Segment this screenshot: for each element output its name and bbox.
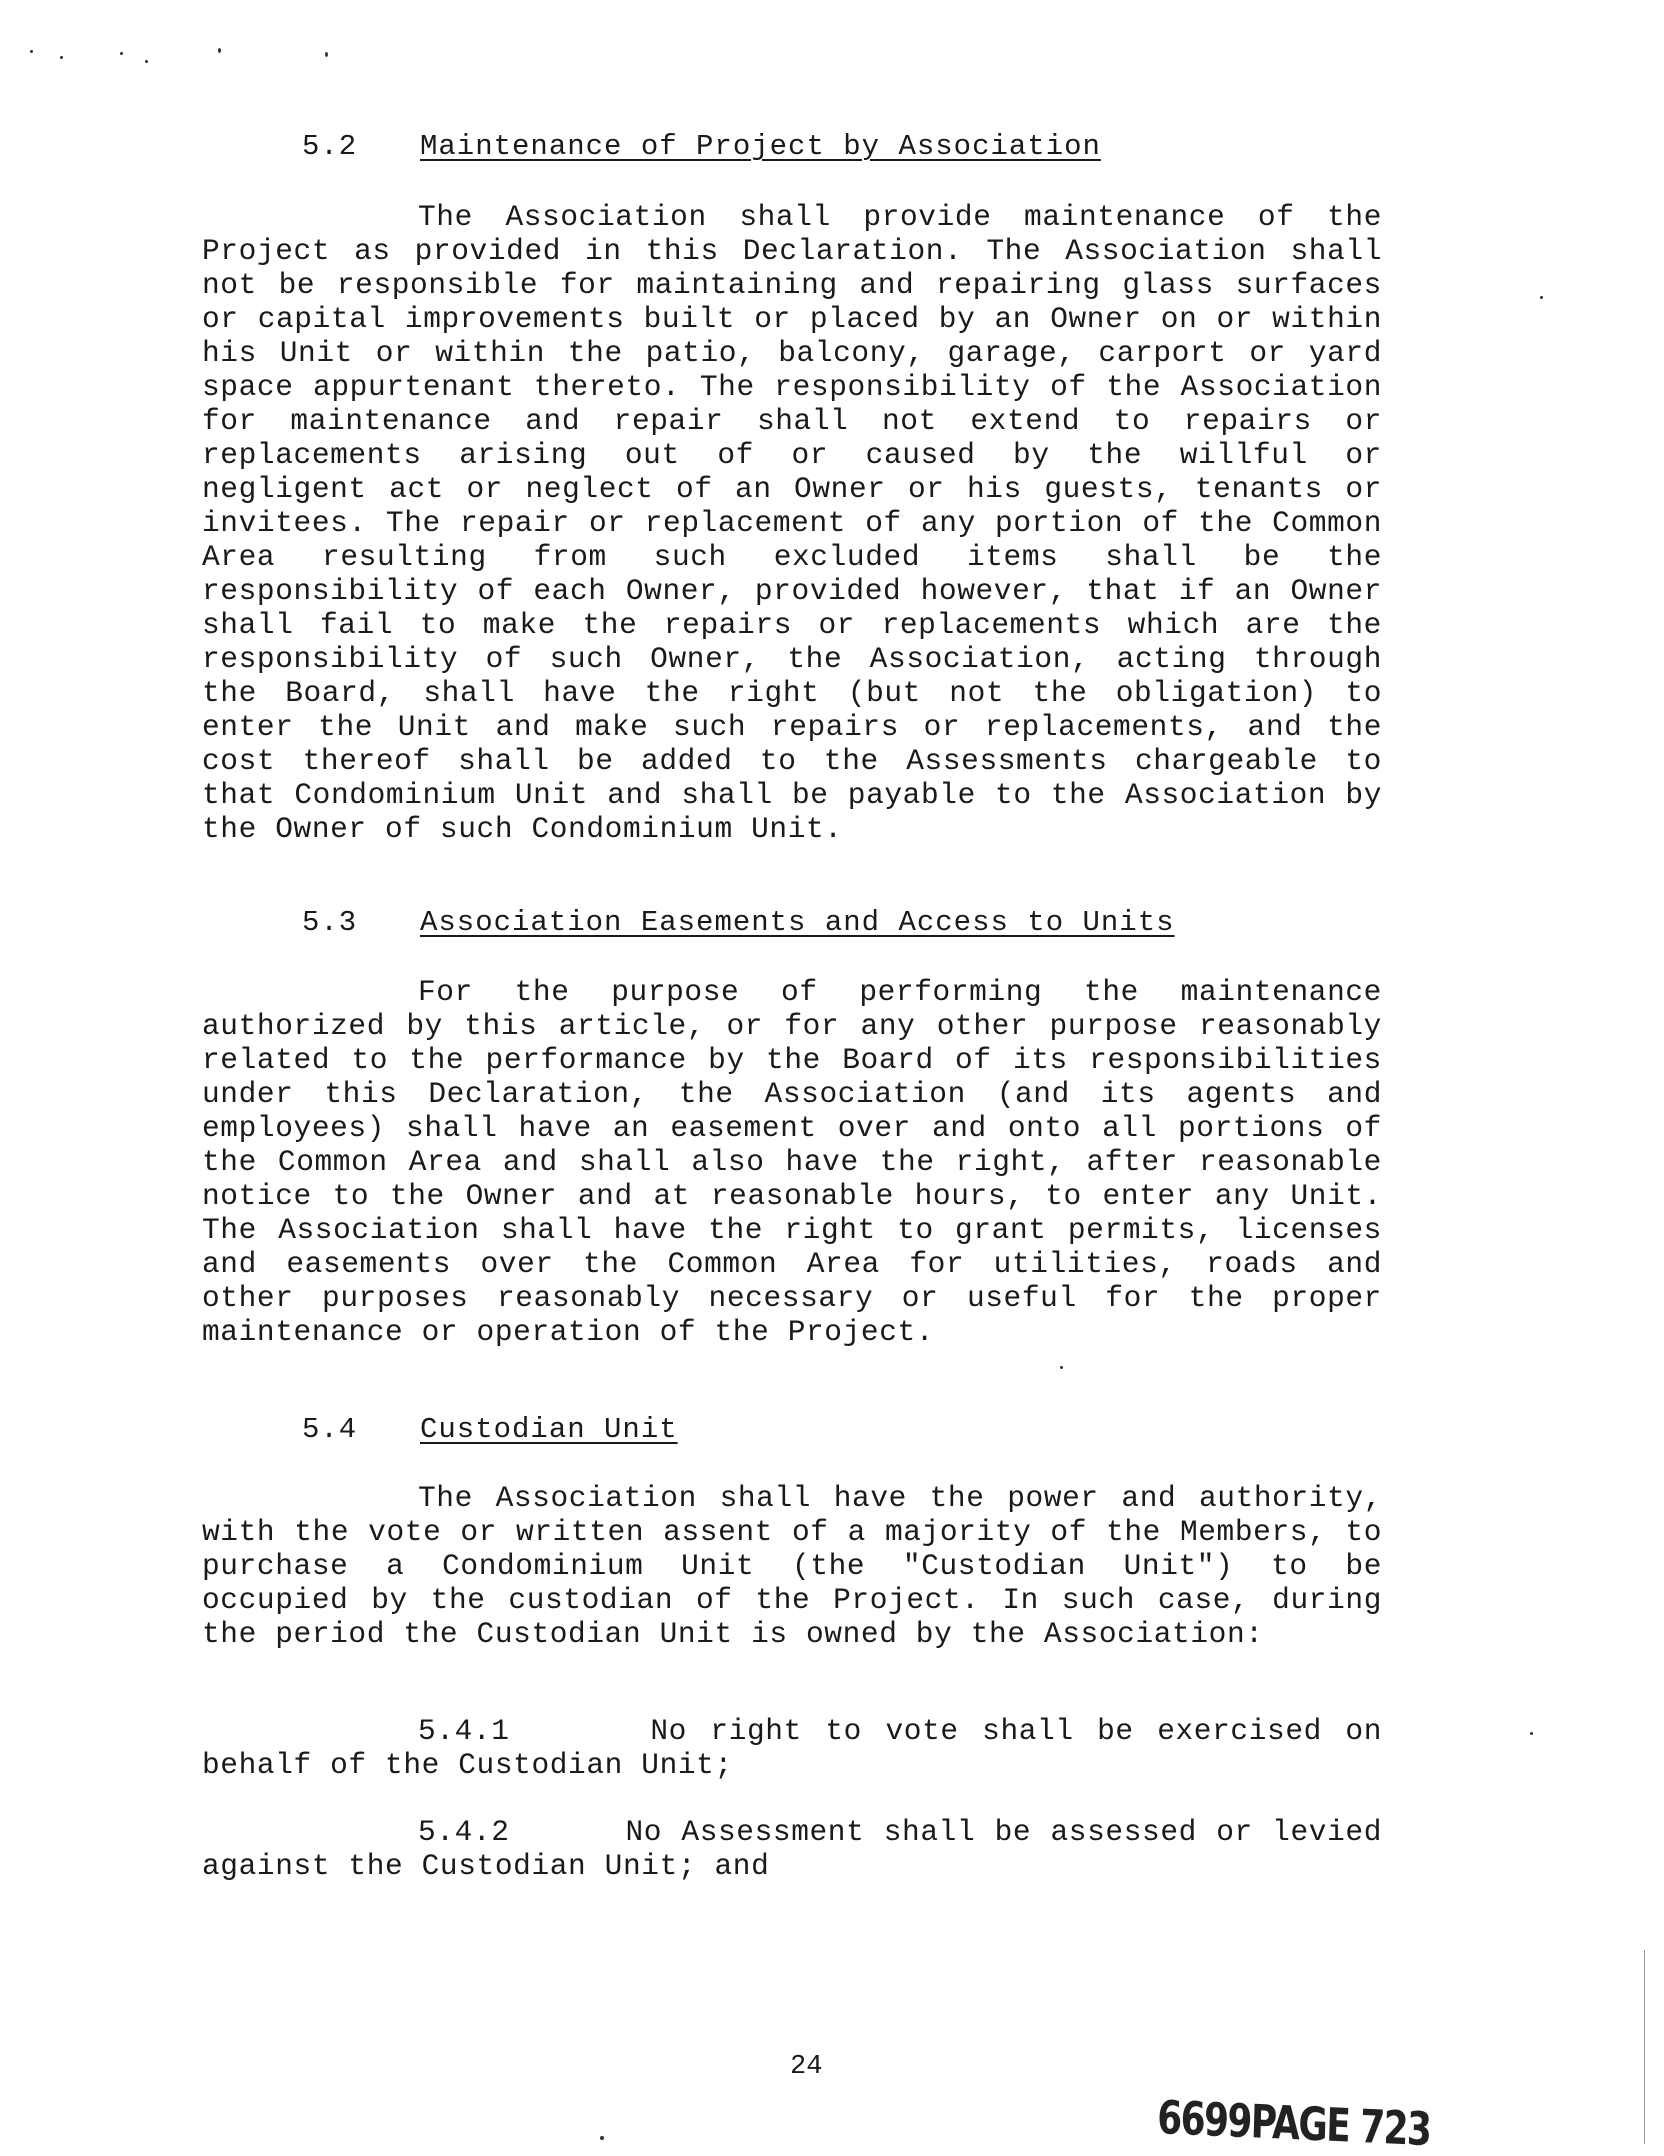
scan-speck (218, 48, 221, 53)
section-title: Maintenance of Project by Association (420, 130, 1101, 163)
subsection-paragraph: 5.4.1 No right to vote shall be exercised on behalf of the Custodian Unit; (202, 1714, 1401, 1782)
recording-stamp: 6699PAGE 723 (1156, 2090, 1432, 2156)
scan-speck (600, 2136, 604, 2140)
section-heading (302, 130, 1101, 163)
scan-speck (60, 56, 63, 59)
section-number: 5.3 (302, 906, 358, 939)
scan-edge-line (1644, 1950, 1645, 2144)
section-title: Association Easements and Access to Units (420, 906, 1175, 939)
page-number: 24 (790, 2052, 823, 2082)
section-paragraph: The Association shall have the power and authority, with the vote or written assent of a majority of the Members, to purchase a Condominium Unit (the "Custodian Unit") to be occupied by the custodian of the Project. In such case, during the period the Custodian Unit is owned by the Association: (202, 1481, 1382, 1651)
section-heading (302, 1413, 678, 1446)
scan-speck (325, 52, 328, 57)
section-paragraph: For the purpose of performing the maintenance authorized by this article, or for any other purpose reasonably related to the performance by the Board of its responsibilities under this Declaration, the Association (and its agents and employees) shall have an easement over and onto all portions of the Common Area and shall also have the right, after reasonable notice to the Owner and at reasonable hours, to enter any Unit. The Association shall have the right to grant permits, licenses and easements over the Common Area for utilities, roads and other purposes reasonably necessary or useful for the proper maintenance or operation of the Project. (202, 975, 1382, 1349)
scan-speck (145, 60, 148, 63)
subsection-paragraph: 5.4.2 No Assessment shall be assessed or levied against the Custodian Unit; and (202, 1815, 1401, 1883)
scan-speck (1060, 1366, 1063, 1369)
scan-speck (30, 50, 33, 53)
section-heading (302, 906, 1175, 939)
section-title: Custodian Unit (420, 1413, 678, 1446)
section-paragraph: The Association shall provide maintenance of the Project as provided in this Declaration. The Association shall not be responsible for maintaining and repairing glass surfaces or capital improvements built or placed by an Owner on or within his Unit or within the patio, balcony, garage, carport or yard space appurtenant thereto. The responsibility of the Association for maintenance and repair shall not extend to repairs or replacements arising out of or caused by the willful or negligent act or neglect of an Owner or his guests, tenants or invitees. The repair or replacement of any portion of the Common Area resulting from such excluded items shall be the responsibility of each Owner, provided however, that if an Owner shall fail to make the repairs or replacements which are the responsibility of such Owner, the Association, acting through the Board, shall have the right (but not the obligation) to enter the Unit and make such repairs or replacements, and the cost thereof shall be added to the Assessments chargeable to that Condominium Unit and shall be payable to the Association by the Owner of such Condominium Unit. (202, 200, 1382, 846)
scan-speck (1530, 1732, 1533, 1735)
scan-speck (120, 52, 123, 55)
section-number: 5.2 (302, 130, 358, 163)
scan-speck (1540, 296, 1543, 299)
section-number: 5.4 (302, 1413, 358, 1446)
